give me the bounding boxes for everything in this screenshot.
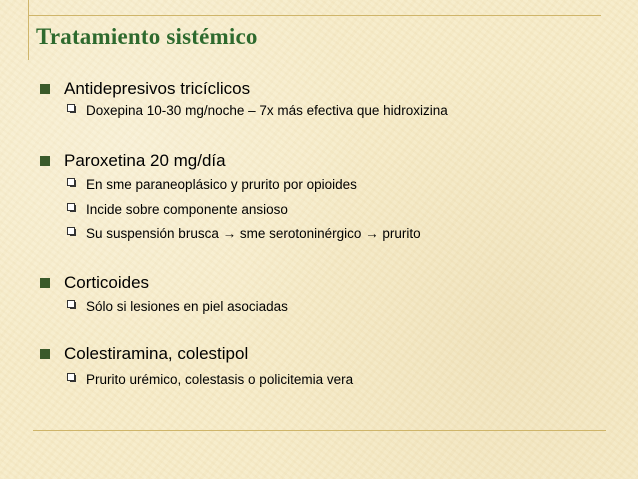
square-bullet-icon <box>40 84 50 94</box>
slide-title: Tratamiento sistémico <box>36 24 258 49</box>
item-prurito-uremico: Prurito urémico, colestasis o policitemia vera <box>86 372 354 387</box>
box-bullet-icon <box>67 300 76 310</box>
right-arrow-icon: → <box>222 226 237 241</box>
section-heading-paroxetina: Paroxetina 20 mg/día <box>64 151 226 170</box>
box-bullet-icon <box>67 227 76 237</box>
square-bullet-icon <box>40 278 50 288</box>
box-bullet-icon <box>67 104 76 114</box>
box-bullet-icon <box>67 373 76 383</box>
box-bullet-icon <box>67 203 76 213</box>
top-rule <box>28 15 601 16</box>
item-doxepina: Doxepina 10-30 mg/noche – 7x más efectiva que hidroxizina <box>86 103 448 118</box>
right-arrow-icon: → <box>365 226 379 241</box>
item-sme-paraneoplasico: En sme paraneoplásico y prurito por opioides <box>86 177 357 192</box>
square-bullet-icon <box>40 349 50 359</box>
item-lesiones-piel: Sólo si lesiones en piel asociadas <box>86 299 288 314</box>
suspension-text: Su suspensión brusca <box>86 226 219 241</box>
section-heading-colestiramina: Colestiramina, colestipol <box>64 344 249 363</box>
item-suspension-brusca <box>86 226 421 242</box>
box-bullet-icon <box>67 178 76 188</box>
bottom-rule <box>33 430 606 431</box>
section-heading-antidepresivos: Antidepresivos tricíclicos <box>64 79 251 98</box>
serotoninergico-text: sme serotoninérgico <box>236 226 366 241</box>
left-rule <box>28 0 29 60</box>
prurito-text: prurito <box>378 226 421 241</box>
square-bullet-icon <box>40 156 50 166</box>
section-heading-corticoides: Corticoides <box>64 273 150 292</box>
item-componente-ansioso: Incide sobre componente ansioso <box>86 202 288 217</box>
